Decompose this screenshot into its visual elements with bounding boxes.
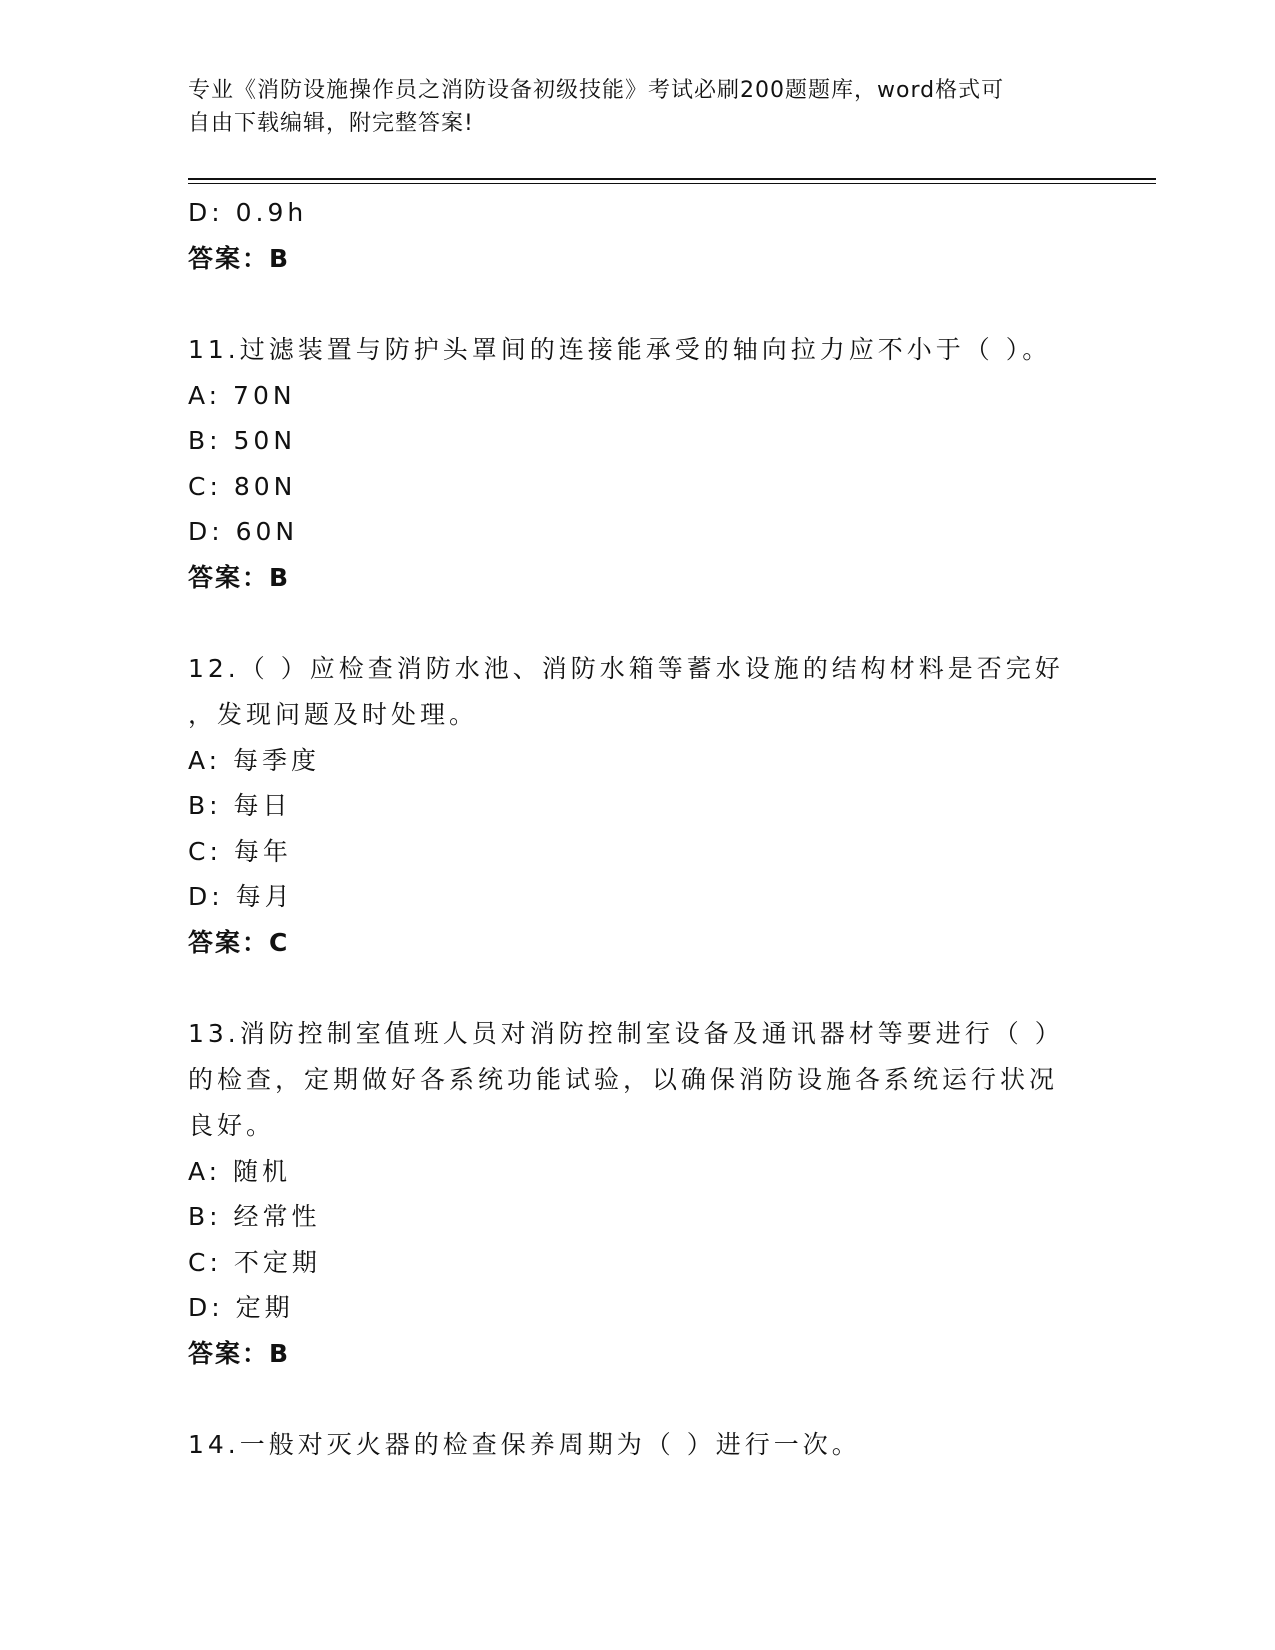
- option-d: D: 0.9h: [188, 198, 308, 227]
- option-c: C: 每年: [188, 836, 292, 866]
- option-c: C: 不定期: [188, 1247, 321, 1277]
- option-c: C: 80N: [188, 471, 297, 501]
- option-d: D: 60N: [188, 517, 299, 546]
- spacer: [188, 281, 1088, 327]
- option-b: B: 每日: [188, 791, 292, 820]
- question-content: [188, 190, 1088, 1468]
- option-a: A: 每季度: [188, 745, 321, 775]
- question-text: 11.过滤装置与防护头罩间的连接能承受的轴向拉力应不小于（ ）。: [188, 334, 1052, 364]
- header-line-2: 自由下载编辑，附完整答案!: [188, 111, 474, 136]
- question-11: [188, 327, 1088, 601]
- spacer: [188, 1376, 1088, 1422]
- header-rule-thick: [188, 178, 1156, 180]
- question-12: [188, 646, 1088, 966]
- spacer: [188, 600, 1088, 646]
- option-d: D: 每月: [188, 882, 294, 911]
- question-14: [188, 1422, 1088, 1468]
- header-rule-thin: [188, 183, 1156, 184]
- question-text: ，发现问题及时处理。: [188, 699, 479, 729]
- spacer: [188, 965, 1088, 1011]
- header-line-1: 专业《消防设施操作员之消防设备初级技能》考试必刷200题题库，word格式可: [188, 78, 1005, 103]
- question-text: 良好。: [188, 1110, 276, 1140]
- question-text: 的检查，定期做好各系统功能试验，以确保消防设施各系统运行状况: [188, 1064, 1059, 1094]
- previous-question-tail: [188, 190, 1088, 281]
- option-a: A: 70N: [188, 380, 296, 410]
- answer-line: 答案：C: [188, 927, 290, 957]
- question-text: 12.（ ）应检查消防水池、消防水箱等蓄水设施的结构材料是否完好: [188, 653, 1064, 683]
- answer-line: 答案：B: [188, 1338, 291, 1368]
- question-text: 13.消防控制室值班人员对消防控制室设备及通讯器材等要进行（ ）: [188, 1018, 1064, 1048]
- answer-line: 答案：B: [188, 562, 291, 592]
- document-header: [188, 74, 1068, 140]
- option-d: D: 定期: [188, 1293, 294, 1322]
- question-13: [188, 1011, 1088, 1377]
- question-text: 14.一般对灭火器的检查保养周期为（ ）进行一次。: [188, 1429, 861, 1459]
- option-b: B: 经常性: [188, 1202, 321, 1231]
- option-b: B: 50N: [188, 426, 297, 455]
- option-a: A: 随机: [188, 1156, 292, 1186]
- answer-line: 答案：B: [188, 243, 291, 273]
